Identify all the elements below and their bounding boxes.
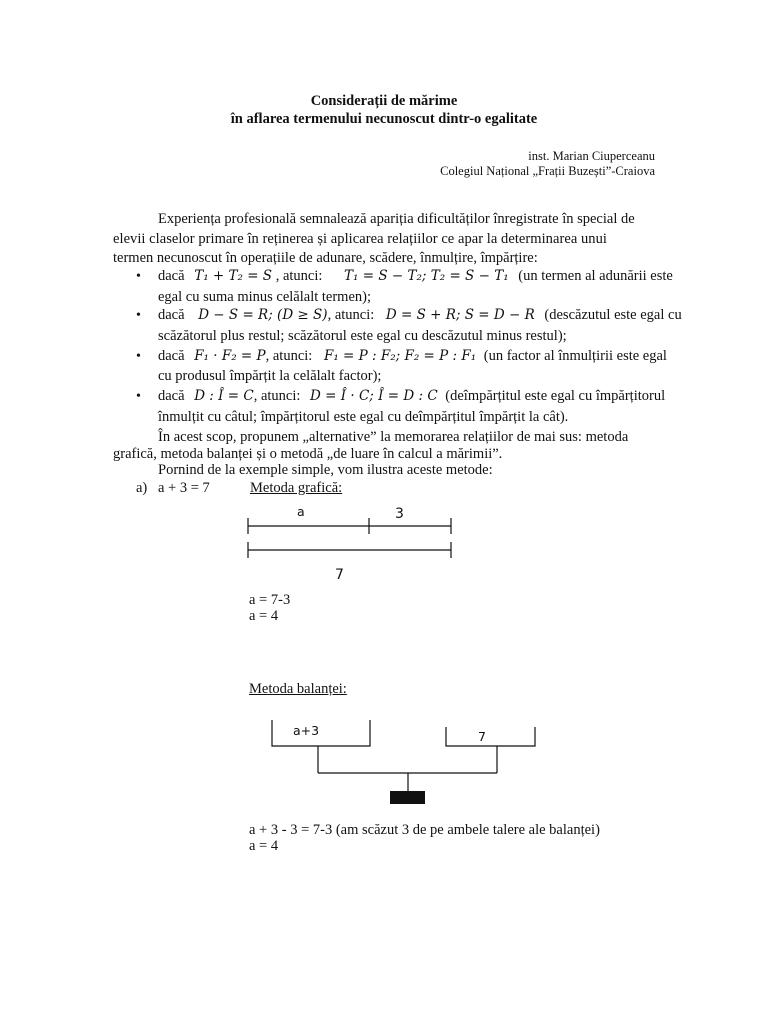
pan-right	[446, 727, 535, 746]
balance-result-1: a + 3 - 3 = 7-3 (am scăzut 3 de pe ambele talere ale balanței)	[249, 822, 600, 838]
para2-line-2: grafică, metoda balanței și o metodă „de luare în calcul a mărimii”.	[113, 446, 503, 462]
graphic-result-1: a = 7-3	[249, 592, 291, 608]
author-school: Colegiul Național „Frații Buzești”-Craiova	[440, 164, 655, 178]
bullet-2-line-2: scăzătorul plus restul; scăzătorul este egal cu descăzutul minus restul);	[158, 328, 567, 344]
pan-left	[272, 720, 370, 746]
balance-base	[390, 791, 425, 804]
pan-left-label: a+3	[293, 723, 320, 738]
bullet-3-relation: F₁ = P : F₂; F₂ = P : F₁	[323, 348, 477, 364]
bullet-1-line-2: egal cu suma minus celălalt termen);	[158, 289, 371, 305]
bullet-dot: •	[136, 349, 141, 364]
segment-7-label: 7	[335, 567, 344, 583]
bullet-3-line-1: dacă F₁ · F₂ = P, atunci: F₁ = P : F₂; F₂ = P : F₁ (un factor al înmulțirii este egal	[158, 348, 667, 364]
bullet-1-condition: T₁ + T₂ = S	[194, 268, 273, 284]
bullet-4-line-2: înmulțit cu câtul; împărțitorul este egal cu deîmpărțitul împărțit la cât).	[158, 409, 569, 425]
pan-right-label: 7	[478, 729, 486, 744]
document-title-line2: în aflarea termenului necunoscut dintr-o egalitate	[230, 111, 538, 127]
graphic-result-2: a = 4	[249, 608, 279, 624]
bullet-2-line-1: dacă D − S = R; (D ≥ S), atunci: D = S + R; S = D − R (descăzutul este egal cu	[158, 307, 682, 323]
intro-line-2: elevii claselor primare în reținerea și aplicarea relațiilor ce apar la determinarea unui	[113, 231, 607, 247]
segment-a-label: a	[297, 504, 305, 519]
example-marker: a)	[136, 480, 148, 496]
bullet-3-condition: F₁ · F₂ = P	[194, 348, 266, 364]
bullet-dot: •	[136, 389, 141, 404]
bullet-4-relation: D = Î · C; Î = D : C	[310, 388, 438, 404]
document-title-line1: Considerații de mărime	[310, 93, 458, 109]
example-equation: a + 3 = 7	[158, 480, 210, 496]
bullet-4-line-1: dacă D : Î = C, atunci: D = Î · C; Î = D : C (deîmpărțitul este egal cu împărțitorul	[158, 388, 666, 404]
para3: Pornind de la exemple simple, vom ilustra aceste metode:	[158, 462, 493, 478]
bullet-2-condition: D − S = R; (D ≥ S)	[198, 307, 328, 323]
para2-line-1: În acest scop, propunem „alternative” la memorarea relațiilor de mai sus: metoda	[158, 429, 629, 445]
segment-3-label: 3	[395, 506, 404, 522]
intro-line-3: termen necunoscut în operațiile de adunare, scădere, înmulțire, împărțire:	[113, 250, 538, 266]
bullet-dot: •	[136, 269, 141, 284]
author-name: inst. Marian Ciuperceanu	[528, 149, 655, 163]
method-balance-heading: Metoda balanței:	[249, 681, 347, 697]
bullet-dot: •	[136, 308, 141, 323]
bullet-1-relation: T₁ = S − T₂; T₂ = S − T₁	[344, 268, 509, 284]
balance-result-2: a = 4	[249, 838, 279, 854]
bullet-1-line-1: dacă T₁ + T₂ = S , atunci: T₁ = S − T₂; T₂ = S − T₁ (un termen al adunării este	[158, 268, 673, 284]
method-graphic-heading: Metoda grafică:	[250, 480, 343, 496]
intro-line-1: Experiența profesională semnalează apariția dificultăților înregistrate în special de	[158, 211, 635, 227]
bullet-4-condition: D : Î = C	[194, 388, 254, 404]
bullet-2-relation: D = S + R; S = D − R	[385, 307, 535, 323]
bullet-3-line-2: cu produsul împărțit la celălalt factor);	[158, 368, 382, 384]
